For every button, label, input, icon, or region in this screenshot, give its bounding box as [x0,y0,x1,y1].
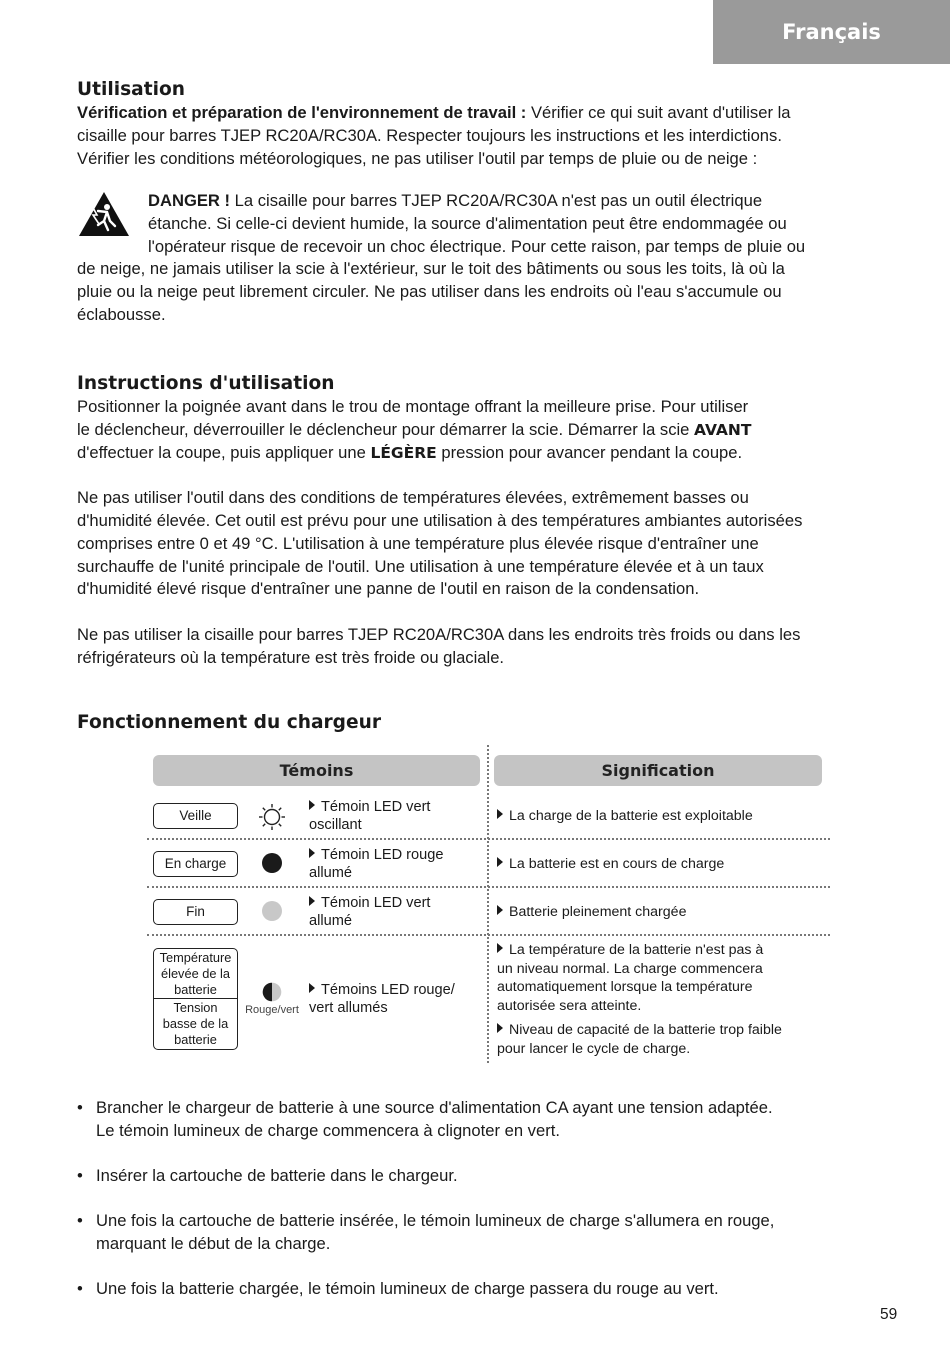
indicator-charging [309,846,484,882]
danger-text: La cisaille pour barres TJEP RC20A/RC30A n'est pas un outil électrique [230,191,763,210]
indicator-text: Témoin LED vert [321,895,431,911]
state-done: Fin [153,899,238,925]
danger-label: DANGER ! [148,191,231,210]
indicator-standby [309,798,484,834]
arrow-right-icon [309,848,315,858]
arrow-right-icon [309,800,315,810]
state-text: élevée de la [160,966,230,981]
state-text: basse de la [162,1016,229,1031]
list-item-text: Brancher le chargeur de batterie à une source d'alimentation CA ayant une tension adaptée. [96,1098,773,1117]
utilisation-title: Utilisation [77,79,185,100]
arrow-right-icon [497,905,503,915]
state-charging: En charge [153,851,238,877]
column-divider [487,745,489,1063]
header-meaning: Signification [494,755,822,786]
indicator-text: vert allumés [309,1000,388,1016]
meaning-text: automatiquement lorsque la température [497,979,753,995]
arrow-right-icon [497,809,503,819]
danger-text: étanche. Si celle-ci devient humide, la source d'alimentation peut être endommagée ou [148,213,787,233]
instructions-section [77,372,889,670]
text-line: surchauffe de l'unité principale de l'outil. Une utilisation à une température élevée et à un taux [77,556,764,576]
list-item-text: Une fois la cartouche de batterie insérée, le témoin lumineux de charge s'allumera en rouge, [96,1211,775,1230]
indicator-error [309,981,484,1017]
led-caption: Rouge/vert [245,1004,299,1016]
state-standby: Veille [153,803,238,829]
instructions-title: Instructions d'utilisation [77,373,335,394]
utilisation-intro [77,102,889,170]
meaning-text: un niveau normal. La charge commencera [497,960,763,977]
state-text: Température [159,950,232,965]
text-line: d'effectuer la coupe, puis appliquer une [77,442,371,462]
meaning-done [497,903,827,922]
led-green-on-icon [262,901,282,921]
meaning-text: La température de la batterie n'est pas à [509,942,764,958]
indicator-text: Témoins LED rouge/ [321,982,455,998]
language-tab: Français [713,0,950,64]
state-text: batterie [174,1032,217,1047]
state-text: batterie [174,982,217,997]
bullet-icon: • [77,1211,83,1230]
electric-shock-warning-icon [77,190,131,238]
danger-text: de neige, ne jamais utiliser la scie à l'extérieur, sur le toit des bâtiments ou sous les toits, là où la [77,259,785,279]
text-line: Ne pas utiliser la cisaille pour barres TJEP RC20A/RC30A dans les endroits très froids ou dans les [77,624,801,644]
arrow-right-icon [309,896,315,906]
bullet-icon: • [77,1279,83,1298]
meaning-text: autorisée sera atteinte. [497,997,642,1014]
instructions-paragraph-3 [77,624,889,670]
meaning-standby [497,807,827,826]
meaning-text: Batterie pleinement chargée [509,904,687,920]
state-high-temperature [154,949,237,999]
indicator-text: oscillant [309,817,362,833]
charger-title: Fonctionnement du chargeur [77,712,382,733]
state-low-voltage [154,999,237,1049]
state-error [153,948,238,1050]
bullet-icon: • [77,1166,83,1185]
text-line: comprises entre 0 et 49 °C. L'utilisation à une température plus élevée risque d'entraîner une [77,533,759,553]
header-indicators: Témoins [153,755,480,786]
utilisation-section [77,78,889,170]
danger-text: éclabousse. [77,304,166,324]
meaning-charging [497,855,827,874]
text-line: réfrigérateurs où la température est très froide ou glaciale. [77,647,505,667]
meaning-error [497,941,827,1058]
intro-text: Vérifier les conditions météorologiques, ne pas utiliser l'outil par temps de pluie ou de neige : [77,148,758,168]
state-text: Tension [173,1000,218,1015]
indicator-text: allumé [309,913,352,929]
row-divider [147,838,830,840]
intro-text: cisaille pour barres TJEP RC20A/RC30A. Respecter toujours les instructions et les interdictions. [77,125,782,145]
indicator-text: allumé [309,865,352,881]
text-line: Ne pas utiliser l'outil dans des conditions de températures élevées, extrêmement basses ou [77,488,749,508]
bullet-icon: • [77,1098,83,1117]
arrow-right-icon [497,857,503,867]
danger-text: l'opérateur risque de recevoir un choc électrique. Pour cette raison, par temps de pluie ou [148,236,806,256]
row-divider [147,934,830,936]
list-item [77,1210,889,1256]
indicator-text: Témoin LED rouge [321,847,444,863]
meaning-text: Niveau de capacité de la batterie trop faible [509,1022,782,1038]
led-red-green-icon [262,982,282,1002]
list-item-text: Le témoin lumineux de charge commencera à clignoter en vert. [96,1120,560,1140]
instructions-paragraph-1 [77,396,889,464]
list-item [77,1278,889,1301]
page-number: 59 [880,1306,898,1323]
meaning-text: La charge de la batterie est exploitable [509,808,753,824]
text-line: d'humidité élevée. Cet outil est prévu pour une utilisation à des températures ambiantes autorisées [77,510,803,530]
text-line: pression pour avancer pendant la coupe. [436,442,743,462]
text-line: Positionner la poignée avant dans le trou de montage offrant la meilleure prise. Pour utiliser [77,397,749,416]
list-item-text: Insérer la cartouche de batterie dans le chargeur. [96,1166,458,1185]
danger-warning [77,190,889,327]
led-blinking-icon [258,803,286,831]
intro-bold-label: Vérification et préparation de l'environnement de travail : [77,103,527,122]
text-line: le déclencheur, déverrouiller le déclencheur pour démarrer la scie. Démarrer la scie [77,419,695,439]
intro-text: Vérifier ce qui suit avant d'utiliser la [526,103,791,122]
list-item-text: marquant le début de la charge. [96,1233,331,1253]
list-item [77,1165,889,1188]
row-divider [147,886,830,888]
meaning-text: La batterie est en cours de charge [509,856,725,872]
emphasis-text: LÉGÈRE [370,443,437,462]
arrow-right-icon [309,983,315,993]
list-item-text: Une fois la batterie chargée, le témoin lumineux de charge passera du rouge au vert. [96,1279,719,1298]
arrow-right-icon [497,1023,503,1033]
indicator-done [309,894,484,930]
instructions-paragraph-2 [77,487,889,601]
meaning-text: pour lancer le cycle de charge. [497,1040,691,1057]
indicator-text: Témoin LED vert [321,799,431,815]
list-item [77,1097,889,1143]
emphasis-text: AVANT [694,420,752,439]
danger-text: pluie ou la neige peut librement circuler. Ne pas utiliser dans les endroits où l'eau s'accumule ou [77,282,782,302]
text-line: d'humidité élevé risque d'entraîner une panne de l'outil en raison de la condensation. [77,579,700,599]
led-red-on-icon [262,853,282,873]
arrow-right-icon [497,943,503,953]
